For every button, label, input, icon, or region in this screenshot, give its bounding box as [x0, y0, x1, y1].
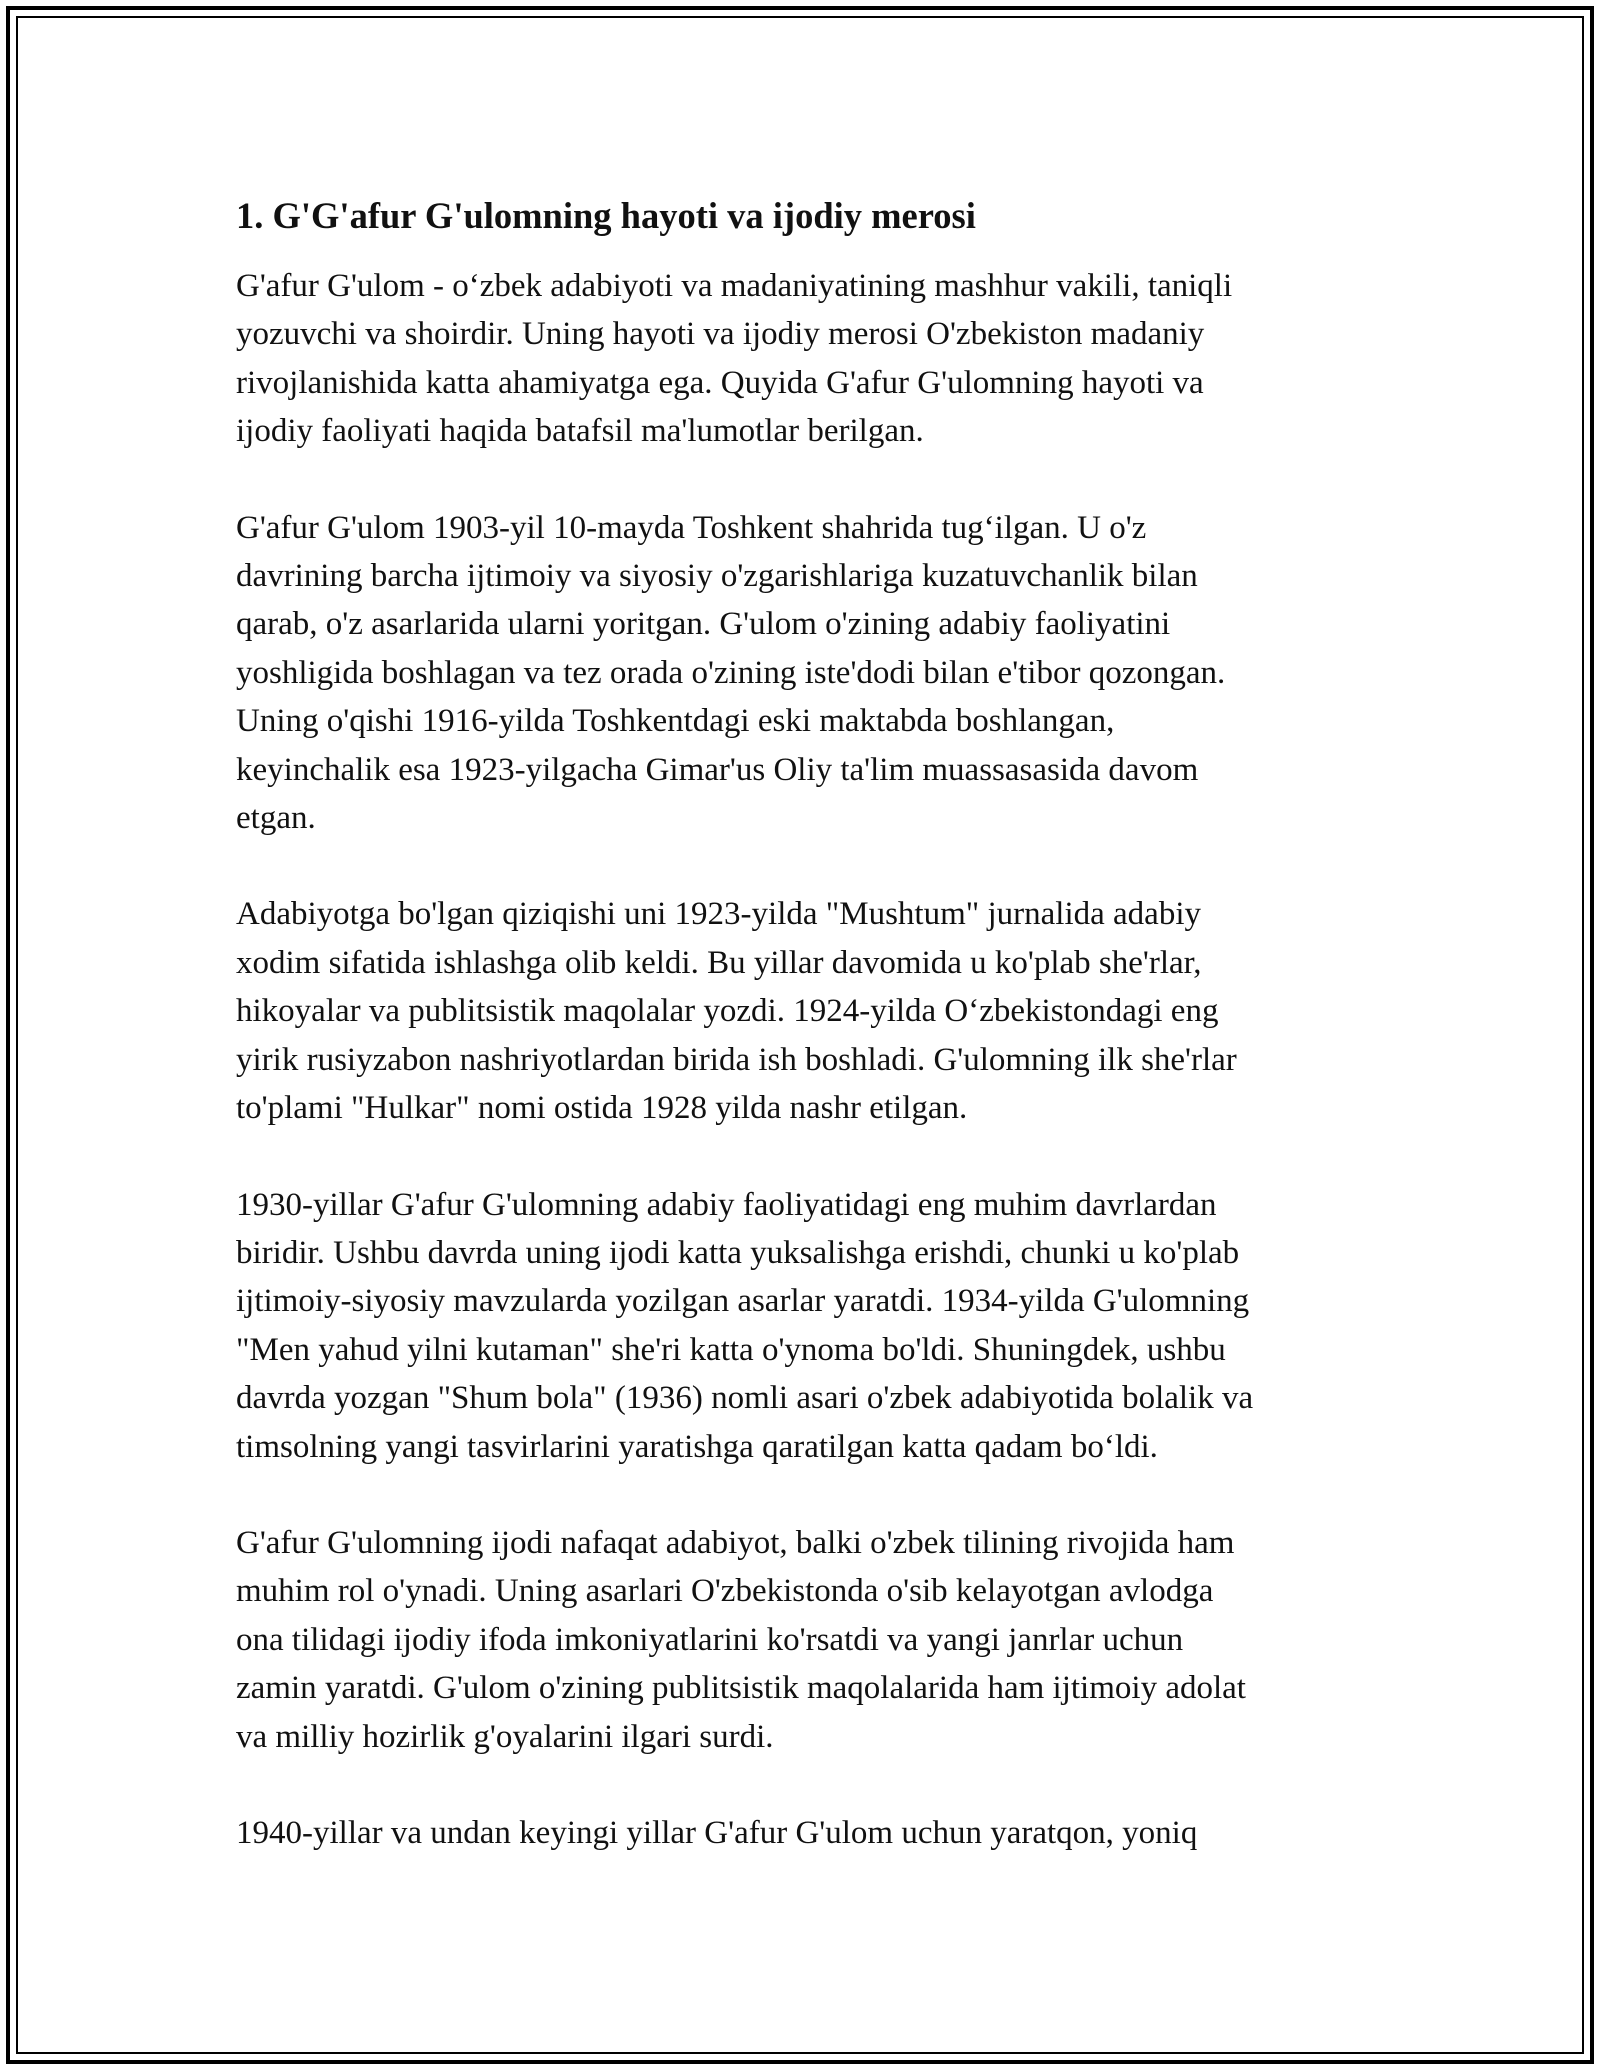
text-line: 1930-yillar G'afur G'ulomning adabiy faoliyatidagi eng muhim davrlardan [236, 1186, 1217, 1223]
text-line: davrining barcha ijtimoiy va siyosiy o'zgarishlariga kuzatuvchanlik bilan [236, 558, 1198, 595]
text-line: keyinchalik esa 1923-yilgacha Gimar'us Oliy ta'lim muassasasida davom [236, 751, 1199, 788]
text-line: va milliy hozirlik g'oyalarini ilgari surdi. [236, 1718, 774, 1755]
text-line: qarab, o'z asarlarida ularni yoritgan. G'ulom o'zining adabiy faoliyatini [236, 606, 1171, 643]
paragraph-biography [236, 504, 1396, 843]
text-line: biridir. Ushbu davrda uning ijodi katta yuksalishga erishdi, chunki u ko'plab [236, 1234, 1240, 1271]
text-line: timsolning yangi tasvirlarini yaratishga qaratilgan katta qadam bo‘ldi. [236, 1428, 1158, 1465]
text-line: xodim sifatida ishlashga olib keldi. Bu yillar davomida u ko'plab she'rlar, [236, 944, 1202, 981]
text-line: ijodiy faoliyati haqida batafsil ma'lumotlar berilgan. [236, 413, 924, 450]
paragraph-intro [236, 262, 1396, 456]
text-line: muhim rol o'ynadi. Uning asarlari O'zbekistonda o'sib kelayotgan avlodga [236, 1573, 1214, 1610]
text-line: 1940-yillar va undan keyingi yillar G'afur G'ulom uchun yaratqon, yoniq [236, 1814, 1198, 1851]
text-line: rivojlanishida katta ahamiyatga ega. Quyida G'afur G'ulomning hayoti va [236, 364, 1204, 401]
text-line: G'afur G'ulom - o‘zbek adabiyoti va madaniyatining mashhur vakili, taniqli [236, 268, 1233, 304]
text-line: hikoyalar va publitsistik maqolalar yozdi. 1924-yilda O‘zbekistondagi eng [236, 993, 1219, 1030]
paragraph-early-career [236, 890, 1396, 1132]
text-line: ona tilidagi ijodiy ifoda imkoniyatlarini ko'rsatdi va yangi janrlar uchun [236, 1621, 1184, 1658]
paragraph-1930s [236, 1181, 1396, 1471]
paragraph-language-role [236, 1519, 1396, 1761]
text-line: "Men yahud yilni kutaman" she'ri katta o'ynoma bo'ldi. Shuningdek, ushbu [236, 1331, 1226, 1368]
text-line: davrda yozgan "Shum bola" (1936) nomli asari o'zbek adabiyotida bolalik va [236, 1380, 1254, 1417]
text-line: Uning o'qishi 1916-yilda Toshkentdagi eski maktabda boshlangan, [236, 703, 1115, 740]
text-line: G'afur G'ulom 1903-yil 10-mayda Toshkent shahrida tug‘ilgan. U o'z [236, 509, 1147, 546]
paragraph-1940s [236, 1809, 1396, 1857]
text-line: ijtimoiy-siyosiy mavzularda yozilgan asarlar yaratdi. 1934-yilda G'ulomning [236, 1283, 1250, 1320]
text-line: Adabiyotga bo'lgan qiziqishi uni 1923-yilda "Mushtum" jurnalida adabiy [236, 896, 1201, 933]
text-line: etgan. [236, 800, 316, 837]
text-line: yirik rusiyzabon nashriyotlardan birida ish boshladi. G'ulomning ilk she'rlar [236, 1041, 1237, 1078]
text-line: yoshligida boshlagan va tez orada o'zining iste'dodi bilan e'tibor qozongan. [236, 654, 1226, 691]
section-heading: 1. G'G'afur G'ulomning hayoti va ijodiy merosi [236, 195, 976, 236]
document-body [236, 188, 1396, 1905]
text-line: zamin yaratdi. G'ulom o'zining publitsistik maqolalarida ham ijtimoiy adolat [236, 1670, 1246, 1707]
text-line: to'plami "Hulkar" nomi ostida 1928 yilda nashr etilgan. [236, 1090, 968, 1127]
text-line: G'afur G'ulomning ijodi nafaqat adabiyot, balki o'zbek tilining rivojida ham [236, 1524, 1235, 1561]
text-line: yozuvchi va shoirdir. Uning hayoti va ijodiy merosi O'zbekiston madaniy [236, 316, 1205, 353]
